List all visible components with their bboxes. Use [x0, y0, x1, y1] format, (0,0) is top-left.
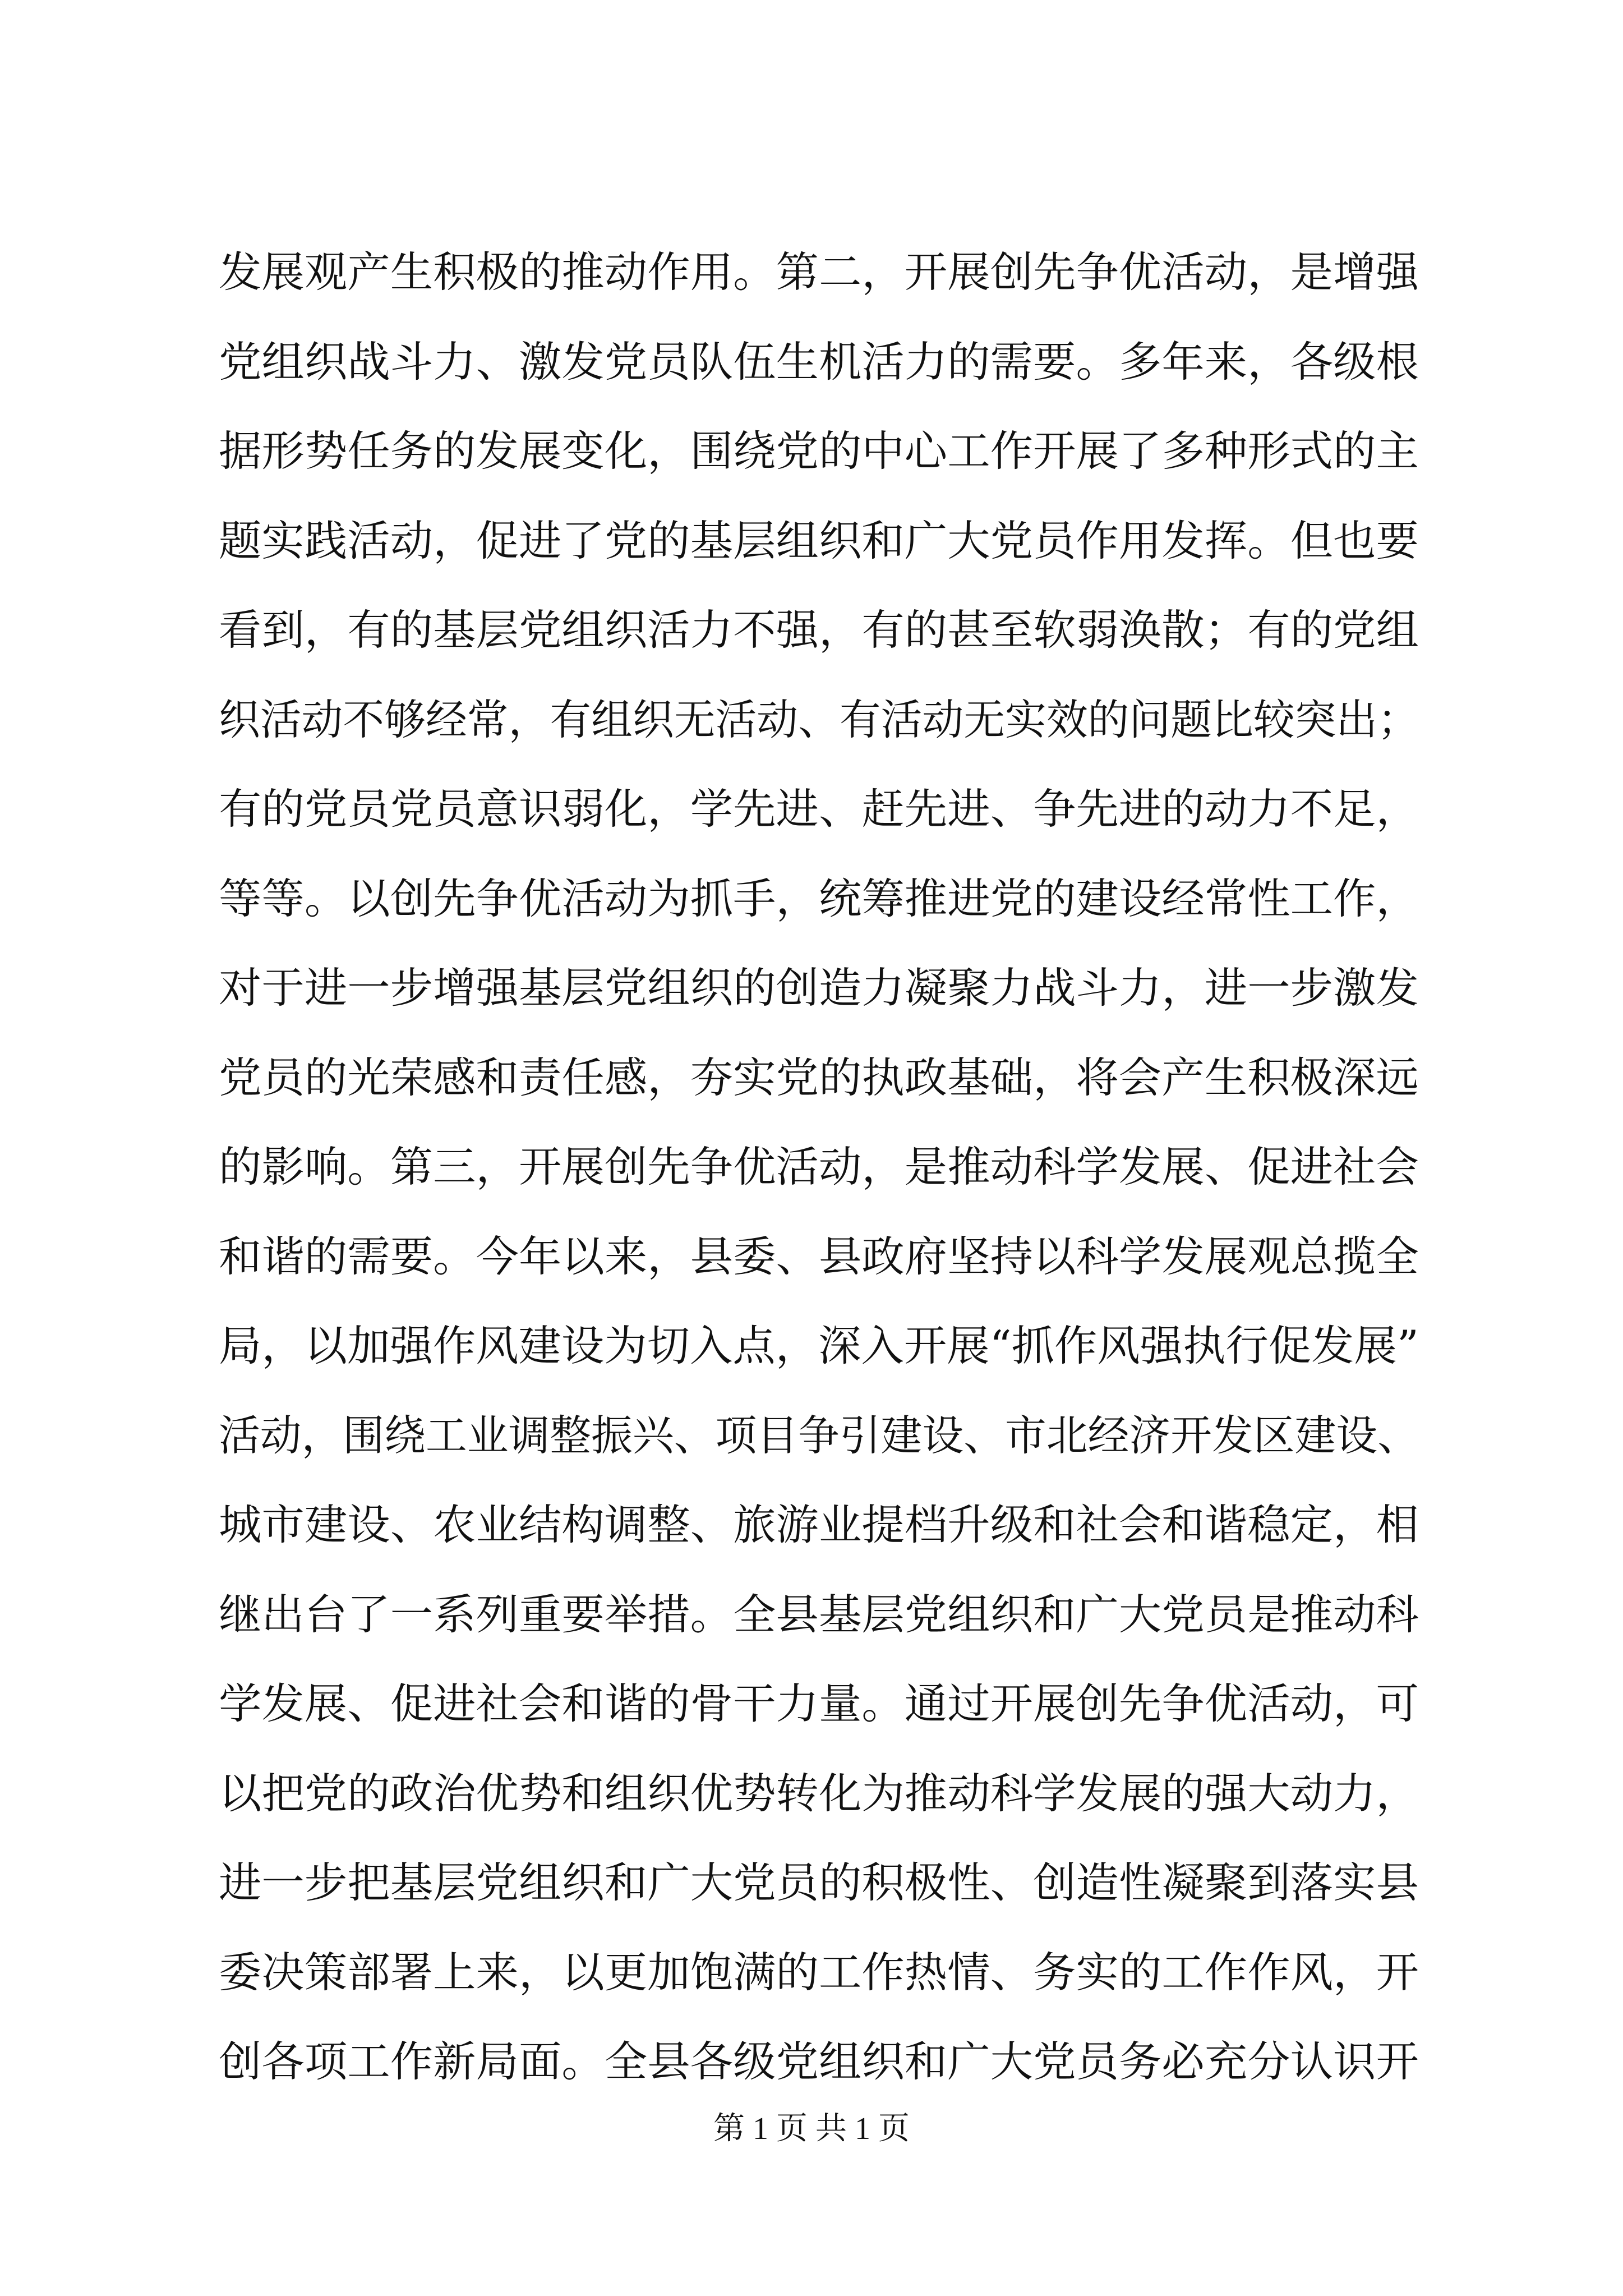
text-line-content: 以把党的政治优势和组织优势转化为推动科学发展的强大动力，	[219, 1769, 1419, 1818]
text-line-content: 题实践活动，促进了党的基层组织和广大党员作用发挥。但也要	[219, 516, 1419, 565]
text-line	[0, 1214, 1623, 1299]
text-line-content: 的影响。第三，开展创先争优活动，是推动科学发展、促进社会	[219, 1142, 1419, 1191]
text-line	[0, 678, 1623, 762]
text-line-content: 织活动不够经常，有组织无活动、有活动无实效的问题比较突出；	[219, 695, 1419, 744]
text-line	[0, 320, 1623, 404]
text-line	[0, 1930, 1623, 2014]
text-line	[0, 767, 1623, 851]
text-line-content: 等等。以创先争优活动为抓手，统筹推进党的建设经常性工作，	[219, 874, 1419, 923]
text-line	[0, 1393, 1623, 1478]
text-line	[0, 230, 1623, 314]
text-line-content: 活动，围绕工业调整振兴、项目争引建设、市北经济开发区建设、	[219, 1411, 1419, 1460]
text-line-content: 据形势任务的发展变化，围绕党的中心工作开展了多种形式的主	[219, 426, 1419, 476]
text-line	[0, 499, 1623, 583]
text-line-content: 党员的光荣感和责任感，夯实党的执政基础，将会产生积极深远	[219, 1053, 1419, 1102]
text-line	[0, 857, 1623, 941]
text-line	[0, 588, 1623, 672]
page-footer: 第 1 页 共 1 页	[713, 2111, 910, 2146]
text-line-content: 对于进一步增强基层党组织的创造力凝聚力战斗力，进一步激发	[219, 963, 1419, 1013]
text-line-content: 和谐的需要。今年以来，县委、县政府坚持以科学发展观总揽全	[219, 1232, 1419, 1281]
text-line-content: 学发展、促进社会和谐的骨干力量。通过开展创先争优活动，可	[219, 1679, 1419, 1728]
text-line	[0, 2019, 1623, 2104]
text-line	[0, 1662, 1623, 1746]
text-line-content: 发展观产生积极的推动作用。第二，开展创先争优活动，是增强	[219, 247, 1419, 297]
text-line	[0, 1036, 1623, 1120]
text-line	[0, 1841, 1623, 1925]
text-line-content: 委决策部署上来，以更加饱满的工作热情、务实的工作作风，开	[219, 1948, 1419, 1997]
text-line	[0, 1572, 1623, 1657]
text-line	[0, 1483, 1623, 1567]
text-line-content: 进一步把基层党组织和广大党员的积极性、创造性凝聚到落实县	[219, 1858, 1419, 1907]
text-line-content: 有的党员党员意识弱化，学先进、赶先进、争先进的动力不足，	[219, 784, 1419, 834]
text-line	[0, 409, 1623, 493]
text-line-content: 党组织战斗力、激发党员队伍生机活力的需要。多年来，各级根	[219, 337, 1419, 386]
text-line-content: 继出台了一系列重要举措。全县基层党组织和广大党员是推动科	[219, 1590, 1419, 1639]
text-line-content: 看到，有的基层党组织活力不强，有的甚至软弱涣散；有的党组	[219, 605, 1419, 655]
text-line-content: 城市建设、农业结构调整、旅游业提档升级和社会和谐稳定，相	[219, 1500, 1419, 1549]
text-line	[0, 1304, 1623, 1388]
text-line	[0, 1125, 1623, 1209]
text-line-content: 局，以加强作风建设为切入点，深入开展“抓作风强执行促发展”	[219, 1321, 1419, 1370]
text-line	[0, 1751, 1623, 1835]
text-line-content: 创各项工作新局面。全县各级党组织和广大党员务必充分认识开	[219, 2037, 1419, 2086]
text-line	[0, 946, 1623, 1030]
